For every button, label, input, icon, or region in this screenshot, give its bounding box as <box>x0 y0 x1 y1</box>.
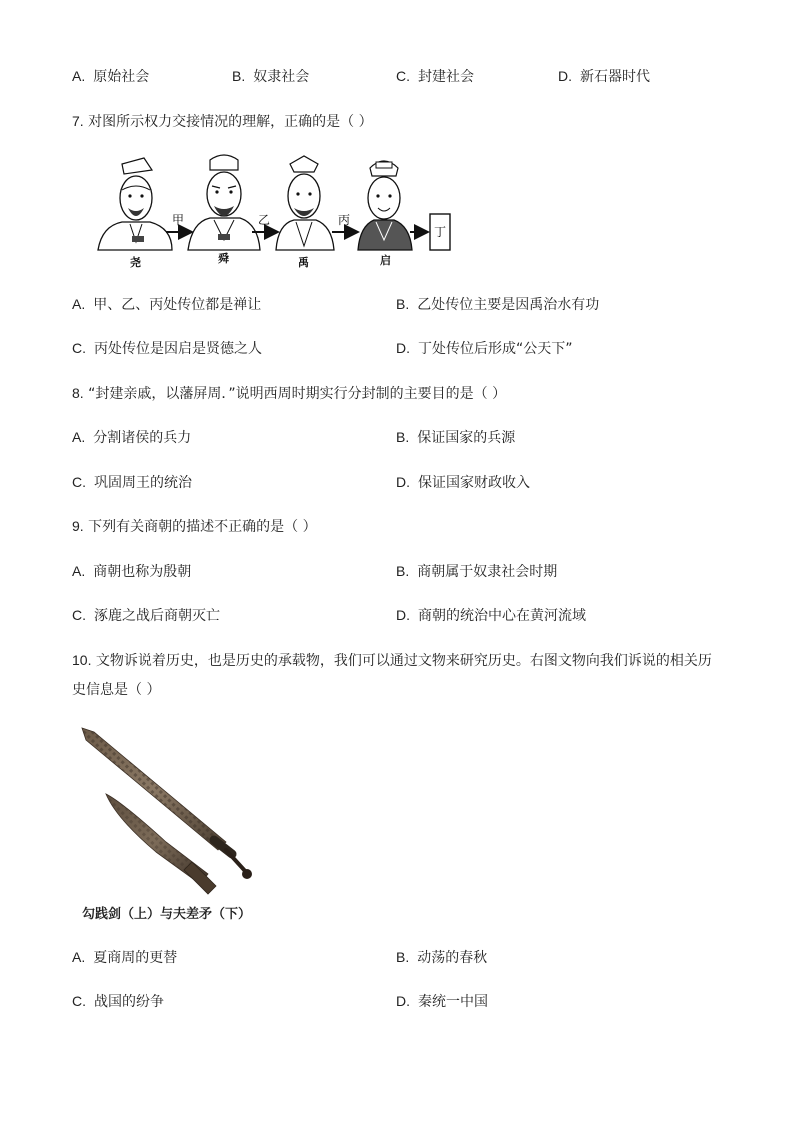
q6-option-b <box>232 67 309 86</box>
q9-option-c <box>72 606 220 625</box>
option-text: 秦统一中国 <box>418 994 488 1010</box>
option-letter: B. <box>232 68 246 84</box>
box-label-ding: 丁 <box>434 225 447 239</box>
q10-stem-line2: 史信息是（ ） <box>72 682 161 698</box>
arrow-label-jia: 甲 <box>172 213 185 227</box>
option-letter: C. <box>72 993 86 1009</box>
option-text: 动荡的春秋 <box>417 950 488 966</box>
figure-qi <box>358 161 412 250</box>
question-number: 8. <box>72 385 84 401</box>
option-letter: C. <box>72 607 86 623</box>
option-letter: B. <box>396 429 410 445</box>
option-text: 夏商周的更替 <box>93 950 178 966</box>
q8-option-d <box>396 473 530 492</box>
option-letter: C. <box>72 340 86 356</box>
option-text: 商朝属于奴隶社会时期 <box>417 564 558 580</box>
option-text: 巩固周王的统治 <box>94 475 192 491</box>
option-letter: B. <box>396 296 410 312</box>
option-letter: A. <box>72 296 86 312</box>
option-text: 保证国家财政收入 <box>418 475 530 491</box>
option-letter: A. <box>72 429 86 445</box>
option-letter: D. <box>396 607 410 623</box>
q8-option-c <box>72 473 192 492</box>
option-letter: D. <box>396 993 410 1009</box>
q8-stem <box>72 384 506 403</box>
question-text: 对图所示权力交接情况的理解，正确的是（ ） <box>88 114 373 130</box>
arrow-label-bing: 丙 <box>338 213 351 227</box>
q9-option-d <box>396 606 586 625</box>
q9-stem <box>72 517 317 536</box>
option-letter: B. <box>396 949 410 965</box>
person-name-shun: 舜 <box>218 252 229 265</box>
option-text: 分割诸侯的兵力 <box>93 430 192 446</box>
q10-option-c <box>72 992 164 1011</box>
person-name-yao: 尧 <box>130 256 141 269</box>
option-text: 涿鹿之战后商朝灭亡 <box>94 608 220 624</box>
q7-stem <box>72 112 373 131</box>
figure-caption: 勾践剑（上）与夫差矛（下） <box>82 907 252 922</box>
question-text: 文物诉说着历史，也是历史的承载物，我们可以通过文物来研究历史。右图文物向我们诉说的相关历 <box>95 653 712 669</box>
option-letter: A. <box>72 563 86 579</box>
q10-option-b <box>396 948 487 967</box>
q7-option-b <box>396 295 599 314</box>
option-letter: D. <box>558 68 572 84</box>
option-text: 新石器时代 <box>580 69 650 85</box>
option-text: 保证国家的兵源 <box>417 430 516 446</box>
q8-option-a <box>72 428 191 447</box>
option-letter: D. <box>396 340 410 356</box>
option-text: 乙处传位主要是因禹治水有功 <box>417 297 600 313</box>
question-text: “封建亲戚，以藩屏周．”说明西周时期实行分封制的主要目的是（ ） <box>88 386 507 402</box>
q6-option-a <box>72 67 149 86</box>
question-text: 下列有关商朝的描述不正确的是（ ） <box>88 519 317 535</box>
option-letter: C. <box>396 68 410 84</box>
option-text: 奴隶社会 <box>253 69 310 85</box>
succession-diagram <box>92 150 464 272</box>
q6-option-d <box>558 67 650 86</box>
q9-option-a <box>72 562 191 581</box>
figure-shun <box>188 155 260 250</box>
arrow-label-yi: 乙 <box>258 213 271 227</box>
option-text: 封建社会 <box>418 69 474 85</box>
q10-stem-line1 <box>72 651 712 670</box>
option-text: 商朝也称为殷朝 <box>93 564 192 580</box>
fuchai-spear <box>106 794 216 894</box>
person-name-yu: 禹 <box>298 256 309 269</box>
question-number: 7. <box>72 113 84 129</box>
option-letter: D. <box>396 474 410 490</box>
option-letter: B. <box>396 563 410 579</box>
option-text: 甲、乙、丙处传位都是禅让 <box>93 297 262 313</box>
option-letter: C. <box>72 474 86 490</box>
option-text: 原始社会 <box>93 69 150 85</box>
q7-option-c <box>72 339 262 358</box>
question-number: 9. <box>72 518 84 534</box>
option-text: 丙处传位是因启是贤德之人 <box>94 341 262 357</box>
option-letter: A. <box>72 949 86 965</box>
option-letter: A. <box>72 68 86 84</box>
artifact-photo <box>76 722 272 898</box>
q10-option-a <box>72 948 177 967</box>
figure-yu <box>276 156 334 250</box>
q7-option-a <box>72 295 261 314</box>
option-text: 丁处传位后形成“公天下” <box>418 341 573 357</box>
person-name-qi: 启 <box>380 254 391 267</box>
figure-yao <box>98 158 172 250</box>
option-text: 战国的纷争 <box>94 994 164 1010</box>
q7-option-d <box>396 339 573 358</box>
q10-option-d <box>396 992 488 1011</box>
q8-option-b <box>396 428 515 447</box>
q9-option-b <box>396 562 557 581</box>
q6-option-c <box>396 67 474 86</box>
question-number: 10. <box>72 652 92 668</box>
option-text: 商朝的统治中心在黄河流域 <box>418 608 586 624</box>
